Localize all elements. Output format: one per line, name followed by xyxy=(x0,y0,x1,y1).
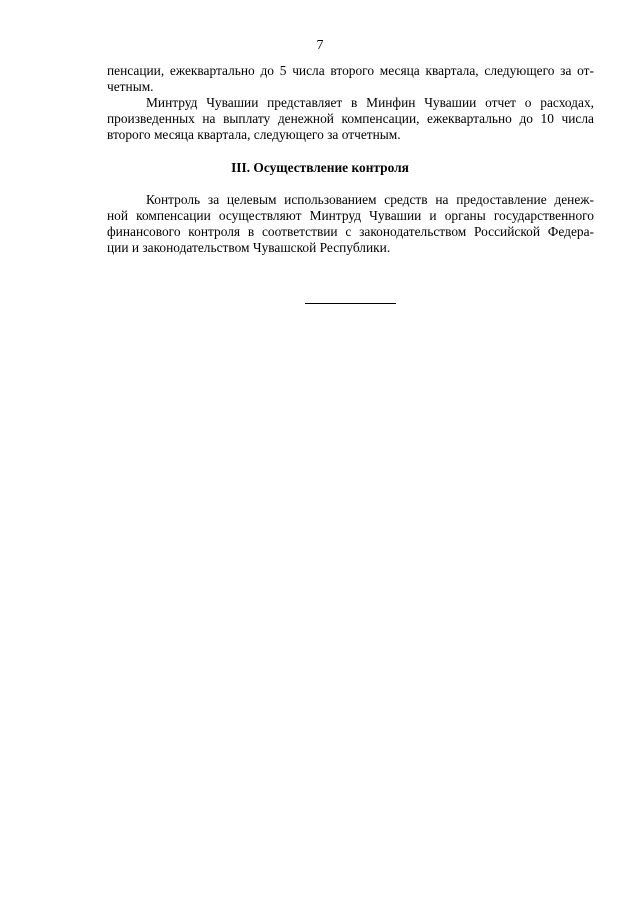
section-heading: III. Осуществление контроля xyxy=(231,160,409,175)
end-separator-line xyxy=(305,303,396,304)
text-line: четным. xyxy=(107,79,154,94)
text-line: Минтруд Чувашии представляет в Минфин Чувашии отчет о расходах, xyxy=(146,95,594,110)
text-line: ной компенсации осуществляют Минтруд Чувашии и органы государственного xyxy=(107,208,594,223)
text-line: произведенных на выплату денежной компенсации, ежеквартально до 10 числа xyxy=(107,111,594,126)
text-line: финансового контроля в соответствии с законодательством Российской Федера- xyxy=(107,224,594,239)
text-line: пенсации, ежеквартально до 5 числа второго месяца квартала, следующего за от- xyxy=(107,63,594,78)
text-line: Контроль за целевым использованием средств на предоставление денеж- xyxy=(146,192,594,207)
text-line: второго месяца квартала, следующего за отчетным. xyxy=(107,127,401,142)
text-line: ции и законодательством Чувашской Республики. xyxy=(107,240,391,255)
page-number: 7 xyxy=(316,38,324,53)
